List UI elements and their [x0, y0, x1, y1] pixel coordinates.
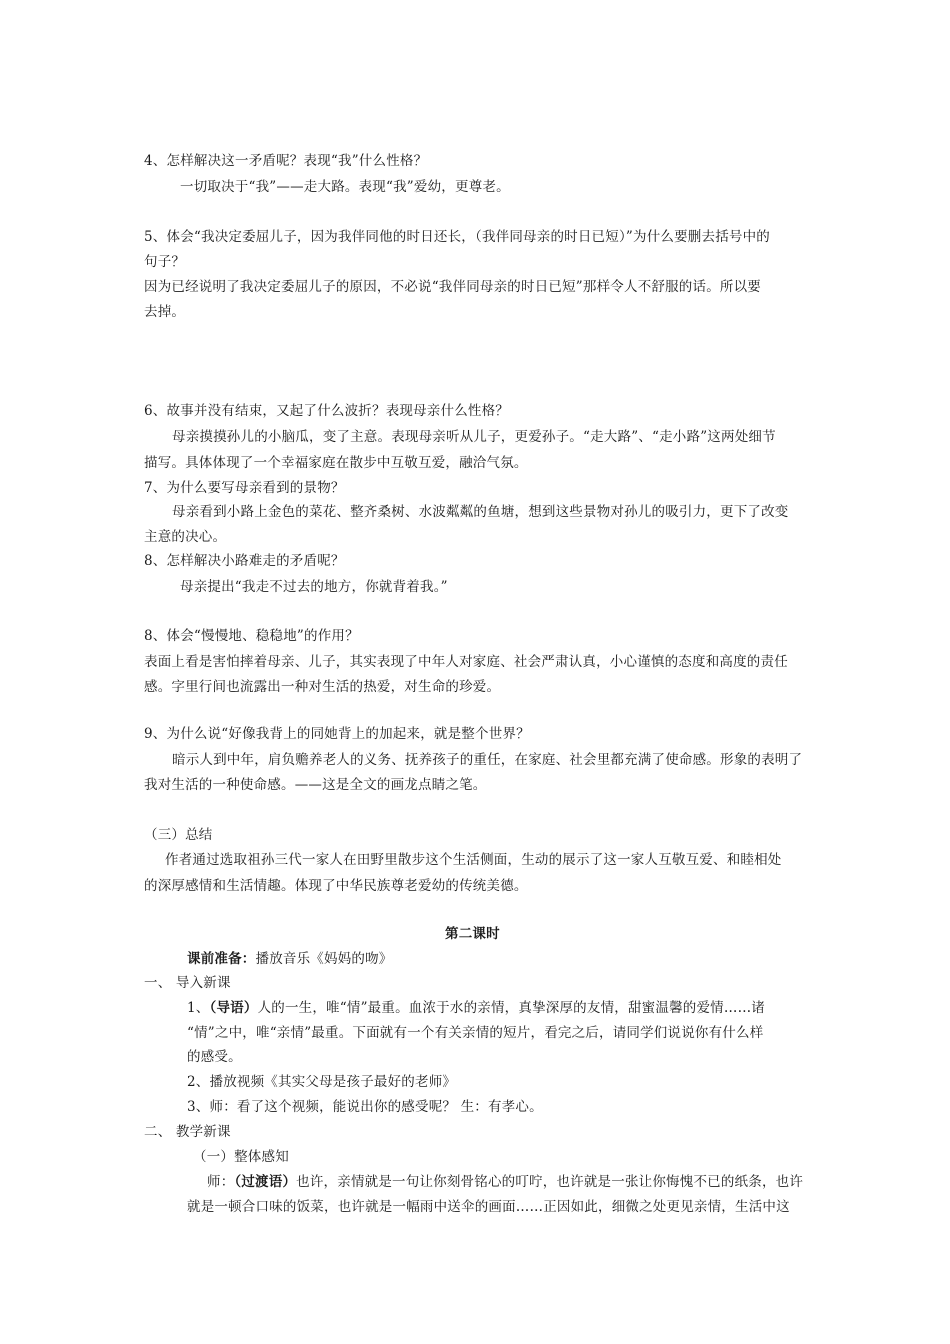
preparation-line: [187, 946, 393, 972]
answer-4: 一切取决于“我”——走大路。表现“我”爱幼，更尊老。: [180, 179, 510, 195]
transition-label: （过渡语）: [234, 1174, 297, 1190]
question-8b: 8、体会“慢慢地、稳稳地”的作用？: [144, 628, 359, 644]
intro-item-2: 2、播放视频《其实父母是孩子最好的老师》: [187, 1074, 457, 1090]
teacher-label: 师：: [207, 1174, 235, 1190]
intro-text-cont: “情”之中，唯“亲情”最重。下面就有一个有关亲情的短片，看完之后，请同学们说说你有什么样: [187, 1025, 764, 1041]
question-5-cont: 句子？: [144, 254, 186, 270]
preparation-label: 课前准备：: [187, 951, 256, 967]
summary-text-cont: 的深厚感情和生活情趣。体现了中华民族尊老爱幼的传统美德。: [144, 878, 528, 894]
intro-text: 人的一生，唯“情”最重。血浓于水的亲情，真挚深厚的友情，甜蜜温馨的爱情……诸: [257, 1000, 765, 1016]
section-two-heading: 二、 教学新课: [144, 1124, 231, 1140]
overall-perception-heading: （一）整体感知: [193, 1149, 289, 1165]
answer-9: 暗示人到中年，肩负赡养老人的义务、抚养孩子的重任，在家庭、社会里都充满了使命感。形象的表明了: [172, 752, 803, 768]
answer-8b: 表面上看是害怕摔着母亲、儿子，其实表现了中年人对家庭、社会严肃认真，小心谨慎的态度和高度的责任: [144, 654, 788, 670]
lesson-two-title: 第二课时: [445, 926, 500, 942]
question-9: 9、为什么说“好像我背上的同她背上的加起来，就是整个世界？: [144, 726, 530, 742]
answer-6: 母亲摸摸孙儿的小脑瓜，变了主意。表现母亲听从儿子，更爱孙子。“走大路”、“走小路”这两处细节: [172, 429, 776, 445]
answer-8b-cont: 感。字里行间也流露出一种对生活的热爱，对生命的珍爱。: [144, 679, 501, 695]
preparation-text: 播放音乐《妈妈的吻》: [255, 951, 393, 967]
question-7: 7、为什么要写母亲看到的景物？: [144, 480, 345, 496]
transition-line: [207, 1169, 803, 1195]
answer-7-cont: 主意的决心。: [144, 529, 227, 545]
intro-item-1: [187, 995, 765, 1021]
question-8: 8、怎样解决小路难走的矛盾呢？: [144, 553, 345, 569]
intro-item-1-number: 1、: [187, 1000, 210, 1016]
answer-5: 因为已经说明了我决定委屈儿子的原因，不必说“我伴同母亲的时日已短”那样令人不舒服的话。所以要: [144, 279, 762, 295]
answer-7: 母亲看到小路上金色的菜花、整齐桑树、水波粼粼的鱼塘，想到这些景物对孙儿的吸引力，更下了改变: [172, 504, 789, 520]
intro-label: （导语）: [209, 1000, 258, 1016]
question-5: 5、体会“我决定委屈儿子，因为我伴同他的时日还长，（我伴同母亲的时日已短）”为什么要删去括号中的: [144, 229, 770, 245]
question-4: 4、怎样解决这一矛盾呢？表现“我”什么性格？: [144, 153, 428, 169]
answer-9-cont: 我对生活的一种使命感。——这是全文的画龙点睛之笔。: [144, 777, 487, 793]
section-one-heading: 一、 导入新课: [144, 975, 231, 991]
summary-text: 作者通过选取祖孙三代一家人在田野里散步这个生活侧面，生动的展示了这一家人互敬互爱、和睦相处: [165, 852, 782, 868]
transition-text: 也许，亲情就是一句让你刻骨铭心的叮咛，也许就是一张让你悔愧不已的纸条，也许: [296, 1174, 804, 1190]
intro-item-3: 3、师：看了这个视频，能说出你的感受呢？ 生：有孝心。: [187, 1099, 543, 1115]
answer-8: 母亲提出“我走不过去的地方，你就背着我。”: [180, 579, 448, 595]
transition-text-cont: 就是一顿合口味的饭菜，也许就是一幅雨中送伞的画面……正因如此，细微之处更见亲情，生活中这: [187, 1199, 790, 1215]
answer-5-cont: 去掉。: [144, 304, 186, 320]
question-6: 6、故事并没有结束，又起了什么波折？表现母亲什么性格？: [144, 403, 509, 419]
answer-6-cont: 描写。具体体现了一个幸福家庭在散步中互敬互爱，融洽气氛。: [144, 455, 528, 471]
summary-heading: （三）总结: [144, 827, 213, 843]
intro-text-cont2: 的感受。: [187, 1049, 242, 1065]
